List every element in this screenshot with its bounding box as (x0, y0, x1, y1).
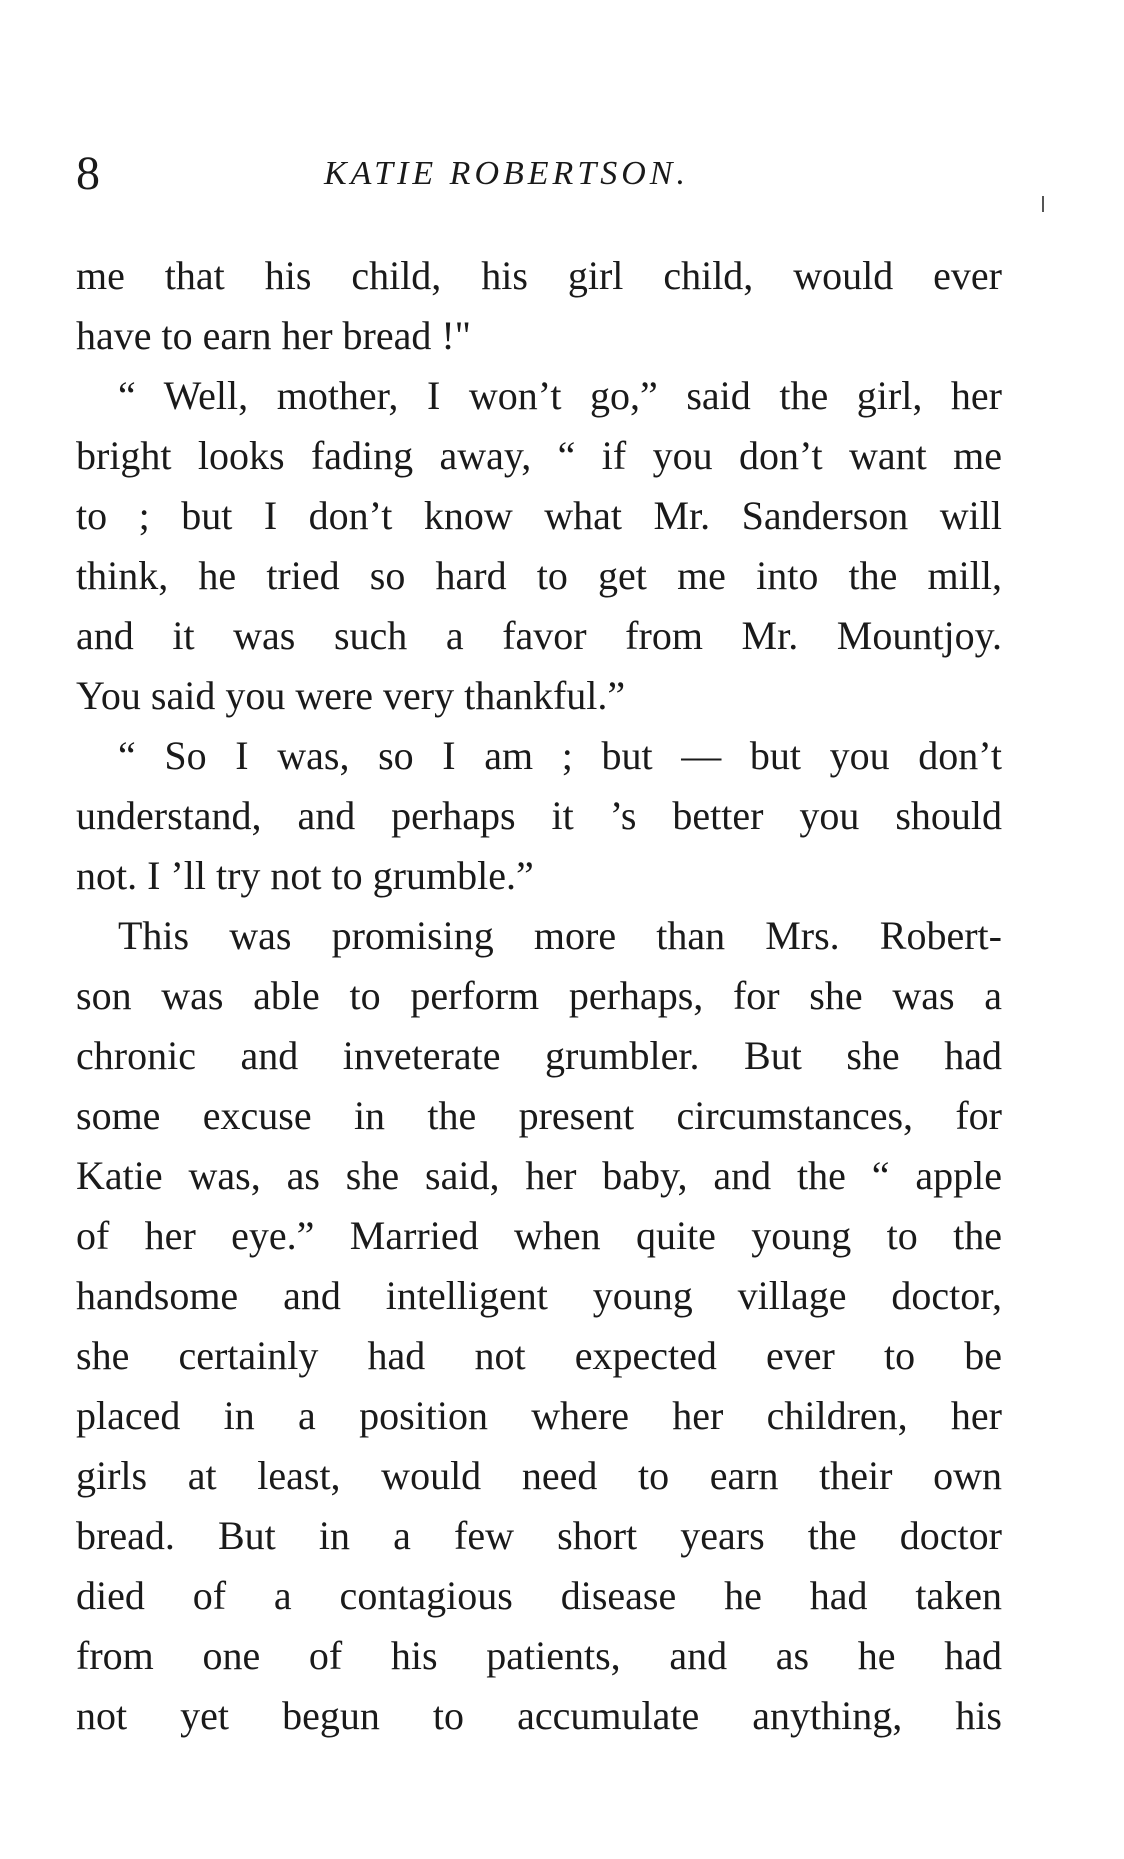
text-line: me that his child, his girl child, would ever (76, 253, 1002, 298)
running-title: KATIE ROBERTSON. (324, 155, 689, 192)
text-line: died of a contagious disease he had taken (76, 1573, 1002, 1618)
text-line: think, he tried so hard to get me into the mill, (76, 553, 1002, 598)
page-header (76, 146, 1002, 202)
text-line: chronic and inveterate grumbler. But she had (76, 1033, 1002, 1078)
page-number: 8 (76, 147, 100, 200)
text-line: bright looks fading away, “ if you don’t want me (76, 433, 1002, 478)
text-line: “ Well, mother, I won’t go,” said the girl, her (118, 373, 1002, 418)
text-line: she certainly had not expected ever to be (76, 1333, 1002, 1378)
text-line: from one of his patients, and as he had (76, 1633, 1002, 1678)
text-line: have to earn her bread !" (76, 313, 471, 358)
text-line: not yet begun to accumulate anything, his (76, 1693, 1002, 1738)
text-line: placed in a position where her children, her (76, 1393, 1002, 1438)
text-line: to ; but I don’t know what Mr. Sanderson will (76, 493, 1002, 538)
text-line: not. I ’ll try not to grumble.” (76, 853, 534, 898)
text-line: handsome and intelligent young village doctor, (76, 1273, 1002, 1318)
text-line: girls at least, would need to earn their own (76, 1453, 1002, 1498)
text-line: Katie was, as she said, her baby, and the “ apple (76, 1153, 1002, 1198)
text-line: of her eye.” Married when quite young to the (76, 1213, 1002, 1258)
margin-mark (1042, 196, 1044, 212)
body-text (76, 246, 1002, 1746)
text-line: bread. But in a few short years the doctor (76, 1513, 1002, 1558)
text-line: “ So I was, so I am ; but — but you don’t (118, 733, 1002, 778)
text-line: You said you were very thankful.” (76, 673, 626, 718)
text-line: some excuse in the present circumstances, for (76, 1093, 1002, 1138)
text-line: understand, and perhaps it ’s better you should (76, 793, 1002, 838)
text-line: and it was such a favor from Mr. Mountjoy. (76, 613, 1002, 658)
text-line: This was promising more than Mrs. Robert- (118, 913, 1002, 958)
text-line: son was able to perform perhaps, for she was a (76, 973, 1002, 1018)
